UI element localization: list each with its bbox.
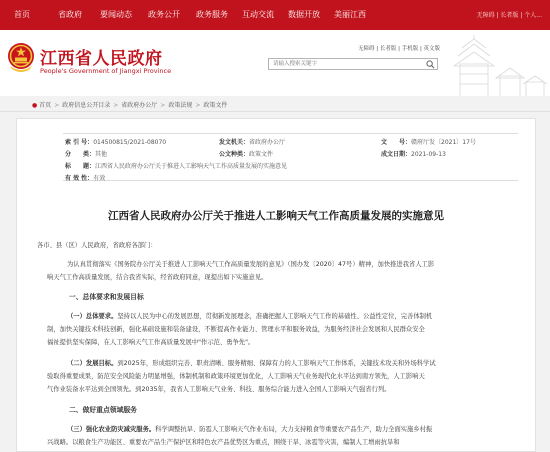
name-label: 标 题： bbox=[65, 163, 96, 170]
paragraph-line: 验取得重要成果，防范安全风险能力明显增强，体制机制和政策环境更加优化，人工影响天气业务现代化水平达到南方领先，人工影响天 bbox=[47, 373, 425, 380]
breadcrumb-item-regulations[interactable]: 政策法规 bbox=[168, 102, 193, 109]
section-heading-2: 二、做好重点领域服务 bbox=[69, 406, 137, 414]
meta-row bbox=[63, 158, 518, 170]
index-value: 014500815/2021-08070 bbox=[93, 139, 167, 146]
paragraph-lead: （三）强化农业防灾减灾服务。 bbox=[67, 426, 156, 433]
docno-value: 赣府厅发〔2021〕17号 bbox=[411, 139, 476, 146]
top-utility-links[interactable]: 无障碍 | 长者版 | 个人... bbox=[476, 12, 542, 19]
publisher-value: 省政府办公厅 bbox=[249, 139, 286, 146]
header-links[interactable]: 无障碍 | 长者版 | 手机版 | 英文版 bbox=[358, 46, 441, 52]
search-box bbox=[268, 58, 438, 70]
paragraph-line: 福祉提供坚实保障，在人工影响天气工作高质量发展中"作示范、勇争先"。 bbox=[47, 339, 255, 346]
doc-type-label: 公文种类： bbox=[219, 151, 250, 158]
breadcrumb-separator: > bbox=[160, 102, 166, 109]
site-header bbox=[0, 30, 550, 96]
paragraph-line bbox=[67, 423, 527, 436]
breadcrumb-item-home[interactable]: 首页 bbox=[39, 102, 52, 109]
paragraph-line bbox=[67, 357, 527, 370]
site-subtitle: People's Government of Jiangxi Province bbox=[40, 67, 172, 75]
paragraph-line: 兴战略。以粮食生产功能区、重要农产品生产保护区和特色农产品优势区为重点，围绕干旱、冰雹等灾害，编制人工增雨抗旱和 bbox=[47, 439, 400, 446]
written-date-label: 成文日期： bbox=[381, 151, 412, 158]
written-date-value: 2021-09-13 bbox=[411, 151, 446, 158]
breadcrumb-separator: > bbox=[195, 102, 201, 109]
doc-type-value: 政策文件 bbox=[249, 151, 274, 158]
paragraph-line: 气作业装备水平达到全国领先。到2035年，我省人工影响天气业务、科技、服务综合能力进入全国人工影响天气强省行列。 bbox=[47, 386, 391, 393]
breadcrumb-item-catalog[interactable]: 政府信息公开目录 bbox=[62, 102, 111, 109]
paragraph-lead: （一）总体要求。 bbox=[67, 313, 118, 320]
breadcrumb-item-office[interactable]: 省政府办公厅 bbox=[121, 102, 158, 109]
nav-item-open-data[interactable]: 数据开放 bbox=[288, 10, 320, 19]
category-value: 其他 bbox=[95, 151, 108, 158]
nav-item-interaction[interactable]: 互动交流 bbox=[242, 10, 274, 19]
document-metadata-table bbox=[63, 133, 518, 181]
nav-item-provincial-gov[interactable]: 省政府 bbox=[58, 10, 82, 19]
location-icon: ● bbox=[32, 102, 38, 109]
paragraph-text: 坚持以人民为中心的发展思想，贯彻新发展理念，准确把握人工影响天气工作的基础性、公益性定位，完善体制机 bbox=[117, 313, 433, 320]
search-input[interactable] bbox=[269, 59, 419, 69]
breadcrumb bbox=[0, 96, 550, 112]
nav-item-gov-affairs-open[interactable]: 政务公开 bbox=[148, 10, 180, 19]
pavilion-skyline-illustration bbox=[440, 34, 550, 96]
document-title: 江西省人民政府办公厅关于推进人工影响天气工作高质量发展的实施意见 bbox=[108, 210, 444, 222]
section-heading-1: 一、总体要求和发展目标 bbox=[69, 293, 144, 301]
search-icon[interactable] bbox=[426, 60, 435, 69]
validity-label: 有 效 性： bbox=[65, 175, 94, 182]
greeting: 各市、县（区）人民政府，省政府各部门： bbox=[37, 242, 157, 249]
paragraph-text: 科学调整抗旱、防雹人工影响天气作业布局，大力支持粮食等重要农产品生产，助力全面实施乡村振 bbox=[155, 426, 433, 433]
breadcrumb-separator: > bbox=[54, 102, 60, 109]
nav-item-gov-services[interactable]: 政务服务 bbox=[196, 10, 228, 19]
national-emblem-icon bbox=[6, 40, 36, 74]
category-label: 分 类： bbox=[65, 151, 96, 158]
meta-row bbox=[63, 134, 518, 146]
nav-item-beautiful-jiangxi[interactable]: 美丽江西 bbox=[334, 10, 366, 19]
breadcrumb-separator: > bbox=[113, 102, 119, 109]
name-value: 江西省人民政府办公厅关于推进人工影响天气工作高质量发展的实施意见 bbox=[95, 163, 288, 170]
publisher-label: 发文机关： bbox=[219, 139, 250, 146]
breadcrumb-item-policy-docs[interactable]: 政策文件 bbox=[203, 102, 228, 109]
intro-line: 为认真贯彻落实《国务院办公厅关于推进人工影响天气工作高质量发展的意见》（国办发〔2020〕47号）精神，加快推进我省人工影 bbox=[67, 261, 435, 268]
paragraph-lead: （二）发展目标。 bbox=[67, 360, 118, 367]
paragraph-text: 到2025年，形成组织完善、职责清晰、服务精细、保障有力的人工影响天气工作体系，关键技术攻关和外场科学试 bbox=[117, 360, 436, 367]
intro-line: 响天气工作高质量发展，结合我省实际，经省政府同意，现提出如下实施意见。 bbox=[47, 274, 268, 281]
index-label: 索 引 号： bbox=[65, 139, 94, 146]
top-nav bbox=[0, 0, 550, 30]
site-title[interactable]: 江西省人民政府 bbox=[40, 49, 163, 69]
nav-item-news[interactable]: 要闻动态 bbox=[100, 10, 132, 19]
meta-row bbox=[63, 146, 518, 158]
docno-label: 文 号： bbox=[381, 139, 412, 146]
nav-item-home[interactable]: 首页 bbox=[14, 10, 30, 19]
validity-value: 有效 bbox=[93, 175, 106, 182]
paragraph-line bbox=[67, 310, 527, 323]
document-panel bbox=[16, 118, 536, 452]
paragraph-line: 制，加快关键技术科技创新，强化基础设施和装备建设，不断提高作业能力、管理水平和服务效益，为服务经济社会发展和人民群众安全 bbox=[47, 326, 425, 333]
meta-row bbox=[63, 170, 518, 182]
